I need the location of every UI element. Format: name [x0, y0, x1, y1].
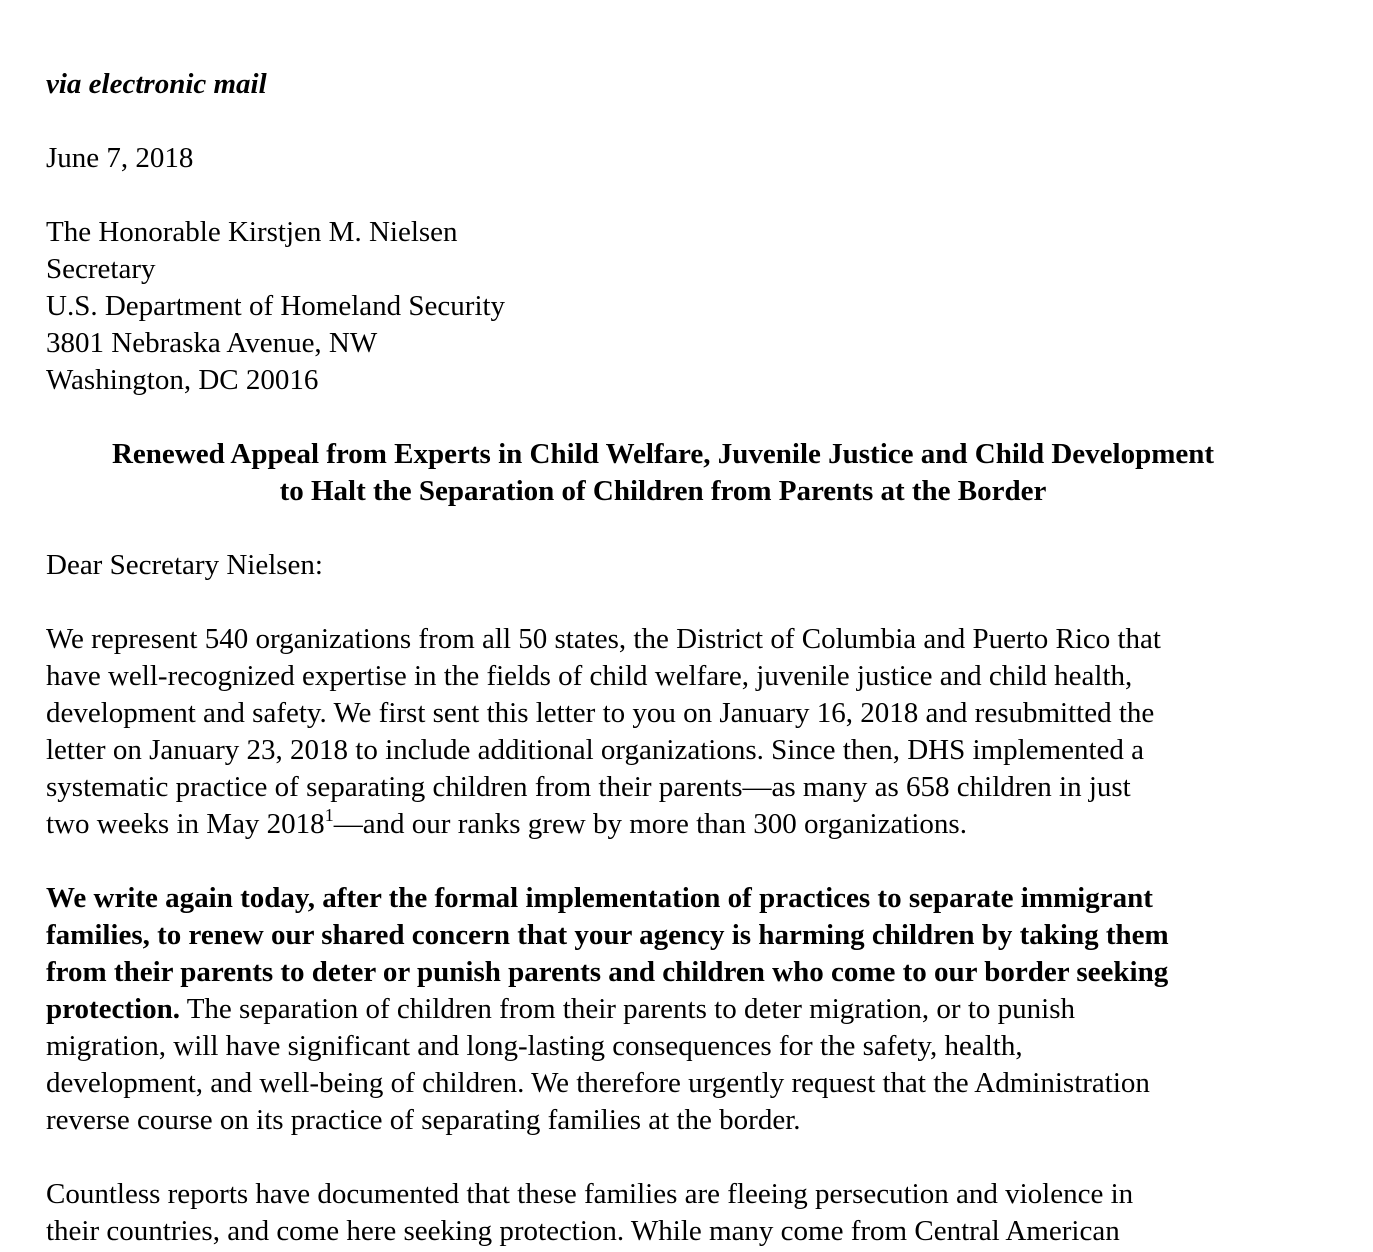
paragraph-1-line: We represent 540 organizations from all 50 states, the District of Columbia and Puerto Rico that: [46, 623, 1161, 655]
spacer: [46, 584, 1336, 621]
paragraph-1-line: development and safety. We first sent this letter to you on January 16, 2018 and resubmitted the: [46, 697, 1155, 729]
paragraph-1-line: letter on January 23, 2018 to include additional organizations. Since then, DHS implemented a: [46, 734, 1144, 766]
recipient-address: [46, 214, 1336, 399]
paragraph-2-line: reverse course on its practice of separating families at the border.: [46, 1104, 801, 1136]
footnote-reference[interactable]: 1: [324, 805, 334, 825]
paragraph-2: [46, 880, 1296, 1139]
paragraph-3: [46, 1176, 1296, 1250]
paragraph-2-bold-tail: protection.: [46, 993, 180, 1025]
delivery-method: via electronic mail: [46, 68, 267, 100]
spacer: [46, 399, 1336, 436]
paragraph-2-bold-line: families, to renew our shared concern that your agency is harming children by taking them: [46, 919, 1169, 951]
paragraph-2-bold-line: from their parents to deter or punish parents and children who come to our border seeking: [46, 956, 1169, 988]
subject-line-1: Renewed Appeal from Experts in Child Welfare, Juvenile Justice and Child Development: [111, 438, 1215, 470]
letter-date: June 7, 2018: [46, 142, 194, 174]
paragraph-1-text: two weeks in May 2018: [46, 808, 325, 840]
recipient-street: 3801 Nebraska Avenue, NW: [46, 327, 378, 359]
recipient-title: Secretary: [46, 253, 156, 285]
paragraph-3-line: their countries, and come here seeking protection. While many come from Central American: [46, 1215, 1120, 1247]
recipient-city: Washington, DC 20016: [46, 364, 319, 396]
recipient-name: The Honorable Kirstjen M. Nielsen: [46, 216, 458, 248]
paragraph-3-line: Countless reports have documented that these families are fleeing persecution and violence in: [46, 1178, 1134, 1210]
spacer: [46, 843, 1336, 880]
paragraph-1-line: systematic practice of separating children from their parents—as many as 658 children in just: [46, 771, 1131, 803]
recipient-department: U.S. Department of Homeland Security: [46, 290, 506, 322]
paragraph-1-text: —and our ranks grew by more than 300 organizations.: [333, 808, 967, 840]
salutation: Dear Secretary Nielsen:: [46, 549, 323, 581]
letter-page: [46, 66, 1336, 1250]
paragraph-2-line: development, and well-being of children. We therefore urgently request that the Administration: [46, 1067, 1150, 1099]
letter-subject: [46, 436, 1336, 510]
paragraph-1-line: have well-recognized expertise in the fields of child welfare, juvenile justice and child health,: [46, 660, 1133, 692]
paragraph-2-text: The separation of children from their parents to deter migration, or to punish: [179, 993, 1075, 1025]
paragraph-1: [46, 621, 1296, 843]
paragraph-2-bold-line: We write again today, after the formal implementation of practices to separate immigrant: [46, 882, 1153, 914]
spacer: [46, 103, 1336, 140]
paragraph-1-last-line: [46, 806, 1296, 843]
paragraph-2-mixed-line: [46, 991, 1296, 1028]
spacer: [46, 1139, 1336, 1176]
spacer: [46, 510, 1336, 547]
subject-line-2: to Halt the Separation of Children from Parents at the Border: [279, 475, 1047, 507]
spacer: [46, 177, 1336, 214]
paragraph-2-line: migration, will have significant and long-lasting consequences for the safety, health,: [46, 1030, 1023, 1062]
